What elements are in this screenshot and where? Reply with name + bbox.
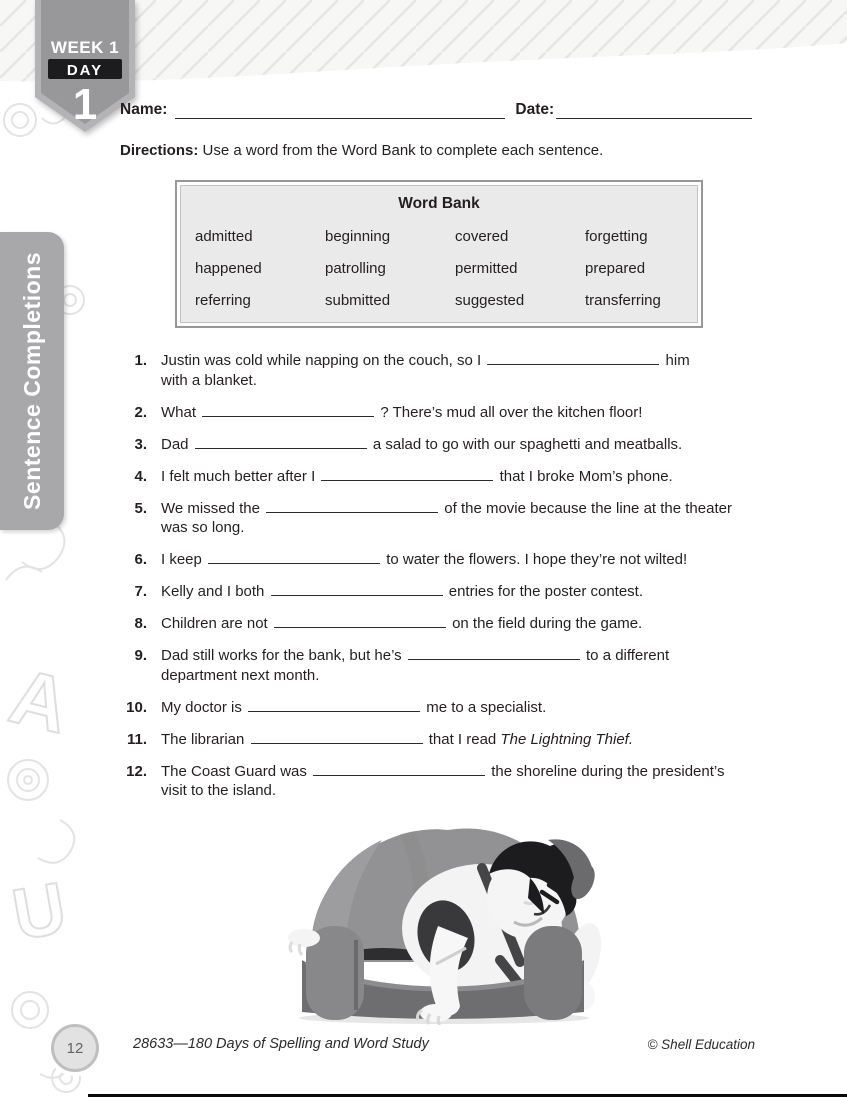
- sentence-segment: Children are not: [161, 615, 272, 632]
- sentence-segment: a salad to go with our spaghetti and meatballs.: [368, 435, 683, 453]
- sentence-text: [161, 351, 690, 390]
- sidebar-tab-sentence-completions: [0, 232, 64, 530]
- date-label: Date:: [515, 101, 555, 118]
- fill-in-blank: [202, 403, 374, 417]
- sentence-segment: I keep: [161, 551, 207, 568]
- fill-in-blank: [274, 614, 446, 628]
- sentence-text: [161, 403, 642, 423]
- fill-in-blank: [208, 550, 380, 564]
- directions-label: Directions:: [120, 142, 199, 159]
- name-date-row: [120, 101, 752, 119]
- word-bank-inner: [180, 185, 698, 323]
- fill-in-blank: [195, 435, 367, 449]
- name-blank-line: [175, 102, 505, 119]
- sentence-number: 5.: [134, 499, 147, 517]
- sentence-italic-text: The Lightning Thief.: [496, 730, 634, 748]
- sentence-segment: that I read: [424, 730, 497, 748]
- word-bank-word: happened: [195, 260, 262, 277]
- sentence-row: [117, 614, 767, 634]
- sentence-text: [161, 730, 633, 750]
- sentence-row: [117, 435, 767, 455]
- sentence-segment: The librarian: [161, 730, 249, 748]
- sentence-row: [117, 403, 767, 423]
- sentence-segment: Dad: [161, 435, 193, 453]
- fill-in-blank: [271, 582, 443, 596]
- sentence-number: 3.: [134, 435, 147, 453]
- sentence-row: [117, 467, 767, 487]
- word-bank-word: admitted: [195, 228, 253, 245]
- fill-in-blank: [248, 698, 420, 712]
- sentence-text: [161, 467, 673, 487]
- fill-in-blank: [266, 499, 438, 513]
- page-number-badge: [51, 1024, 99, 1072]
- word-bank-word: submitted: [325, 292, 391, 309]
- sentence-text: [161, 762, 724, 801]
- sentence-number: 8.: [134, 615, 147, 632]
- word-bank-row: [195, 260, 683, 277]
- sentence-text: [161, 614, 642, 634]
- sentence-text: [161, 646, 669, 685]
- fill-in-blank: [251, 730, 423, 744]
- fill-in-blank: [321, 467, 493, 481]
- name-label: Name:: [120, 101, 168, 118]
- sentence-row: [117, 762, 767, 801]
- sentence-segment: I felt much better after I: [161, 467, 320, 485]
- svg-text:U: U: [6, 867, 72, 956]
- sentence-segment: entries for the poster contest.: [444, 583, 644, 600]
- sentence-row: [117, 351, 767, 390]
- sentence-segment: visit to the island.: [161, 782, 277, 799]
- word-bank-row: [195, 228, 683, 245]
- sentence-text: [161, 550, 687, 570]
- word-bank-row: [195, 292, 683, 309]
- fill-in-blank: [487, 351, 659, 365]
- week-label: WEEK 1: [50, 38, 120, 57]
- sentence-number: 4.: [134, 467, 147, 485]
- sentence-segment: on the field during the game.: [447, 615, 643, 632]
- sentence-segment: to a different: [581, 647, 670, 664]
- sentence-number: 2.: [134, 403, 147, 421]
- sentence-segment: What: [161, 403, 201, 421]
- sentence-segment: to water the flowers. I hope they’re not wilted!: [382, 551, 688, 568]
- sentence-segment: We missed the: [161, 499, 265, 517]
- word-bank-word: referring: [195, 292, 251, 309]
- sentence-segment: My doctor is: [161, 698, 247, 716]
- sentence-segment: him: [661, 352, 690, 369]
- sentence-text: [161, 582, 643, 602]
- sentence-segment: the shoreline during the president’s: [487, 762, 725, 780]
- day-label: DAY: [66, 62, 104, 79]
- sentence-list: [117, 351, 767, 813]
- sentence-segment: Justin was cold while napping on the couch, so I: [161, 352, 486, 369]
- word-bank-rows: [195, 228, 683, 309]
- sentence-number: 6.: [134, 551, 147, 568]
- footer-copyright: © Shell Education: [647, 1037, 755, 1052]
- sentence-segment: Dad still works for the bank, but he’s: [161, 647, 406, 664]
- sentence-segment: with a blanket.: [161, 371, 257, 389]
- sentence-row: [117, 550, 767, 570]
- sentence-number: 10.: [126, 698, 147, 716]
- sentence-segment: ? There’s mud all over the kitchen floor!: [376, 403, 643, 421]
- svg-text:A: A: [1, 651, 78, 751]
- word-bank-word: patrolling: [325, 260, 386, 277]
- word-bank-word: prepared: [585, 260, 646, 277]
- sleeping-boy-illustration: [286, 810, 604, 1025]
- word-bank-word: forgetting: [585, 228, 648, 245]
- sentence-row: [117, 582, 767, 602]
- word-bank-word: covered: [455, 228, 509, 245]
- sentence-number: 9.: [134, 647, 147, 664]
- fill-in-blank: [313, 762, 485, 776]
- sentence-number: 11.: [126, 730, 147, 748]
- word-bank-word: beginning: [325, 228, 391, 245]
- footer-book-title: 28633—180 Days of Spelling and Word Study: [133, 1036, 429, 1052]
- sentence-segment: The Coast Guard was: [161, 762, 312, 780]
- sentence-number: 12.: [126, 762, 147, 780]
- sidebar-tab-label: Sentence Completions: [18, 252, 45, 510]
- sentence-text: [161, 698, 546, 718]
- sentence-row: [117, 698, 767, 718]
- fill-in-blank: [408, 646, 580, 660]
- sentence-segment: Kelly and I both: [161, 583, 269, 600]
- sentence-segment: of the movie because the line at the theater: [440, 499, 732, 517]
- doodle-pattern-strip: [0, 0, 96, 1097]
- directions-text: Use a word from the Word Bank to complete each sentence.: [198, 142, 604, 159]
- word-bank-word: permitted: [455, 260, 518, 277]
- sentence-number: 7.: [134, 583, 147, 600]
- sentence-segment: department next month.: [161, 666, 320, 684]
- sentence-segment: was so long.: [161, 519, 245, 536]
- word-bank-word: suggested: [455, 292, 525, 309]
- directions: [120, 141, 750, 160]
- sentence-number: 1.: [134, 352, 147, 369]
- sentence-segment: that I broke Mom’s phone.: [495, 467, 673, 485]
- sentence-segment: me to a specialist.: [422, 698, 547, 716]
- date-blank-line: [556, 102, 752, 119]
- sentence-text: [161, 499, 732, 538]
- sentence-row: [117, 499, 767, 538]
- sentence-text: [161, 435, 682, 455]
- sentence-row: [117, 646, 767, 685]
- word-bank-box: [175, 180, 703, 328]
- word-bank-title: Word Bank: [398, 195, 480, 212]
- word-bank-word: transferring: [585, 292, 661, 309]
- page-number: 12: [66, 1039, 84, 1057]
- day-number: 1: [72, 80, 98, 129]
- sentence-row: [117, 730, 767, 750]
